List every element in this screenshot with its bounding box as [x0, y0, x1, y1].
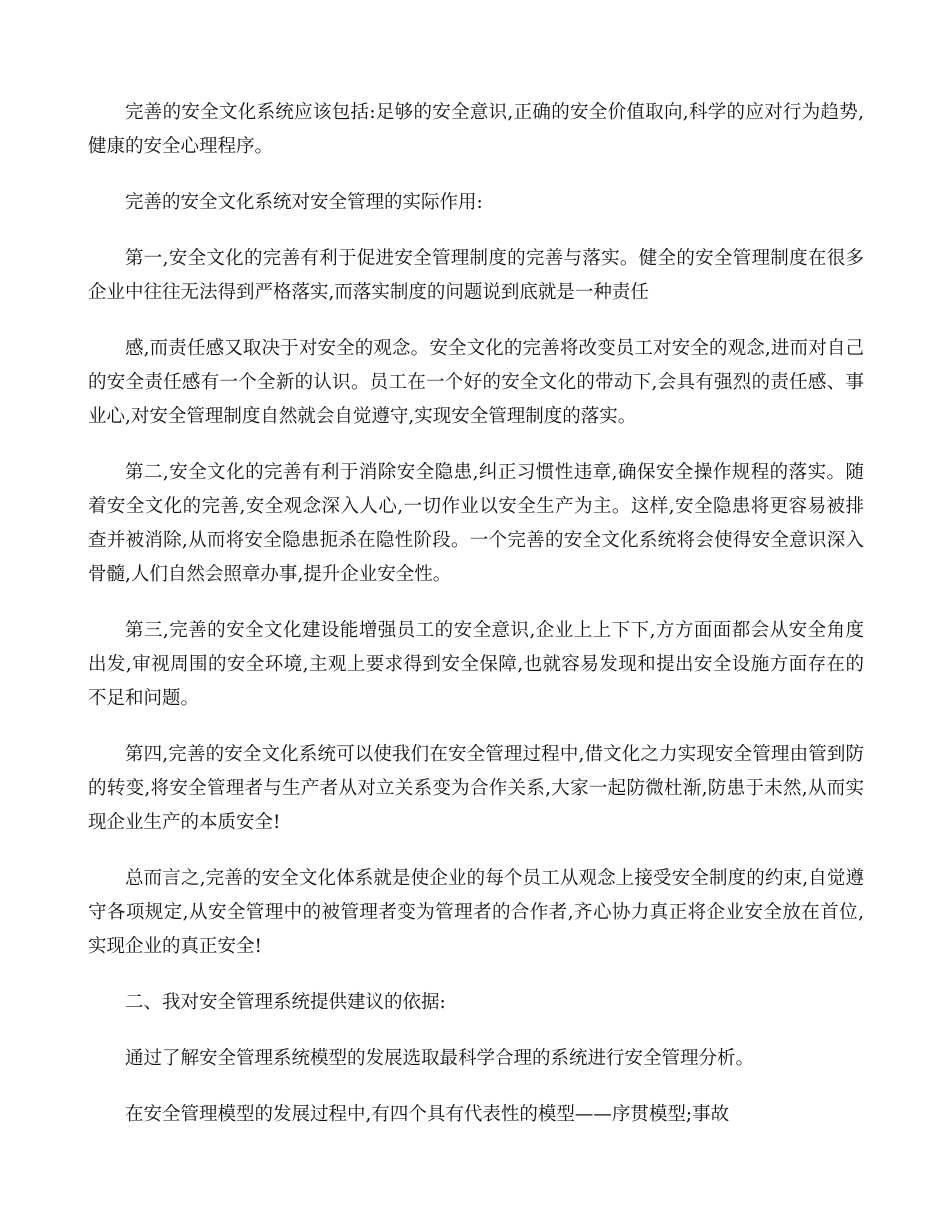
paragraph-model-analysis: 通过了解安全管理系统模型的发展选取最科学合理的系统进行安全管理分析。 [125, 1048, 755, 1069]
section-heading-basis: 二、我对安全管理系统提供建议的依据: [125, 992, 446, 1013]
paragraph-second-point: 第二,安全文化的完善有利于消除安全隐患,纠正习惯性违章,确保安全操作规程的落实。随着安全文化的完善,安全观念深入人心,一切作业以安全生产为主。这样,安全隐患将更容易被排查并被消除,从而将安全隐患扼杀在隐性阶段。一个完善的安全文化系统将会使得安全意识深入骨髓,人们自然会照章办事,提升企业安全性。 [88, 462, 864, 585]
document-page [88, 96, 864, 1154]
paragraph-fourth-point: 第四,完善的安全文化系统可以使我们在安全管理过程中,借文化之力实现安全管理由管到防的转变,将安全管理者与生产者从对立关系变为合作关系,大家一起防微杜渐,防患于未然,从而实现企业生产的本质安全! [88, 744, 864, 833]
paragraph-third-point: 第三,完善的安全文化建设能增强员工的安全意识,企业上上下下,方方面面都会从安全角度出发,审视周围的安全环境,主观上要求得到安全保障,也就容易发现和提出安全设施方面存在的不足和问题。 [88, 620, 864, 709]
paragraph-first-point-continued: 感,而责任感又取决于对安全的观念。安全文化的完善将改变员工对安全的观念,进而对自己的安全责任感有一个全新的认识。员工在一个好的安全文化的带动下,会具有强烈的责任感、事业心,对安全管理制度自然就会自觉遵守,实现安全管理制度的落实。 [88, 338, 864, 427]
paragraph-safety-culture-components: 完善的安全文化系统应该包括:足够的安全意识,正确的安全价值取向,科学的应对行为趋势,健康的安全心理程序。 [88, 102, 864, 157]
paragraph-four-models: 在安全管理模型的发展过程中,有四个具有代表性的模型——序贯模型;事故 [125, 1104, 730, 1125]
paragraph-summary: 总而言之,完善的安全文化体系就是使企业的每个员工从观念上接受安全制度的约束,自觉遵守各项规定,从安全管理中的被管理者变为管理者的合作者,齐心协力真正将企业安全放在首位,实现企业的真正安全! [88, 868, 864, 957]
paragraph-first-point: 第一,安全文化的完善有利于促进安全管理制度的完善与落实。健全的安全管理制度在很多企业中往往无法得到严格落实,而落实制度的问题说到底就是一种责任 [88, 248, 864, 303]
paragraph-practical-role-heading: 完善的安全文化系统对安全管理的实际作用: [125, 192, 483, 213]
